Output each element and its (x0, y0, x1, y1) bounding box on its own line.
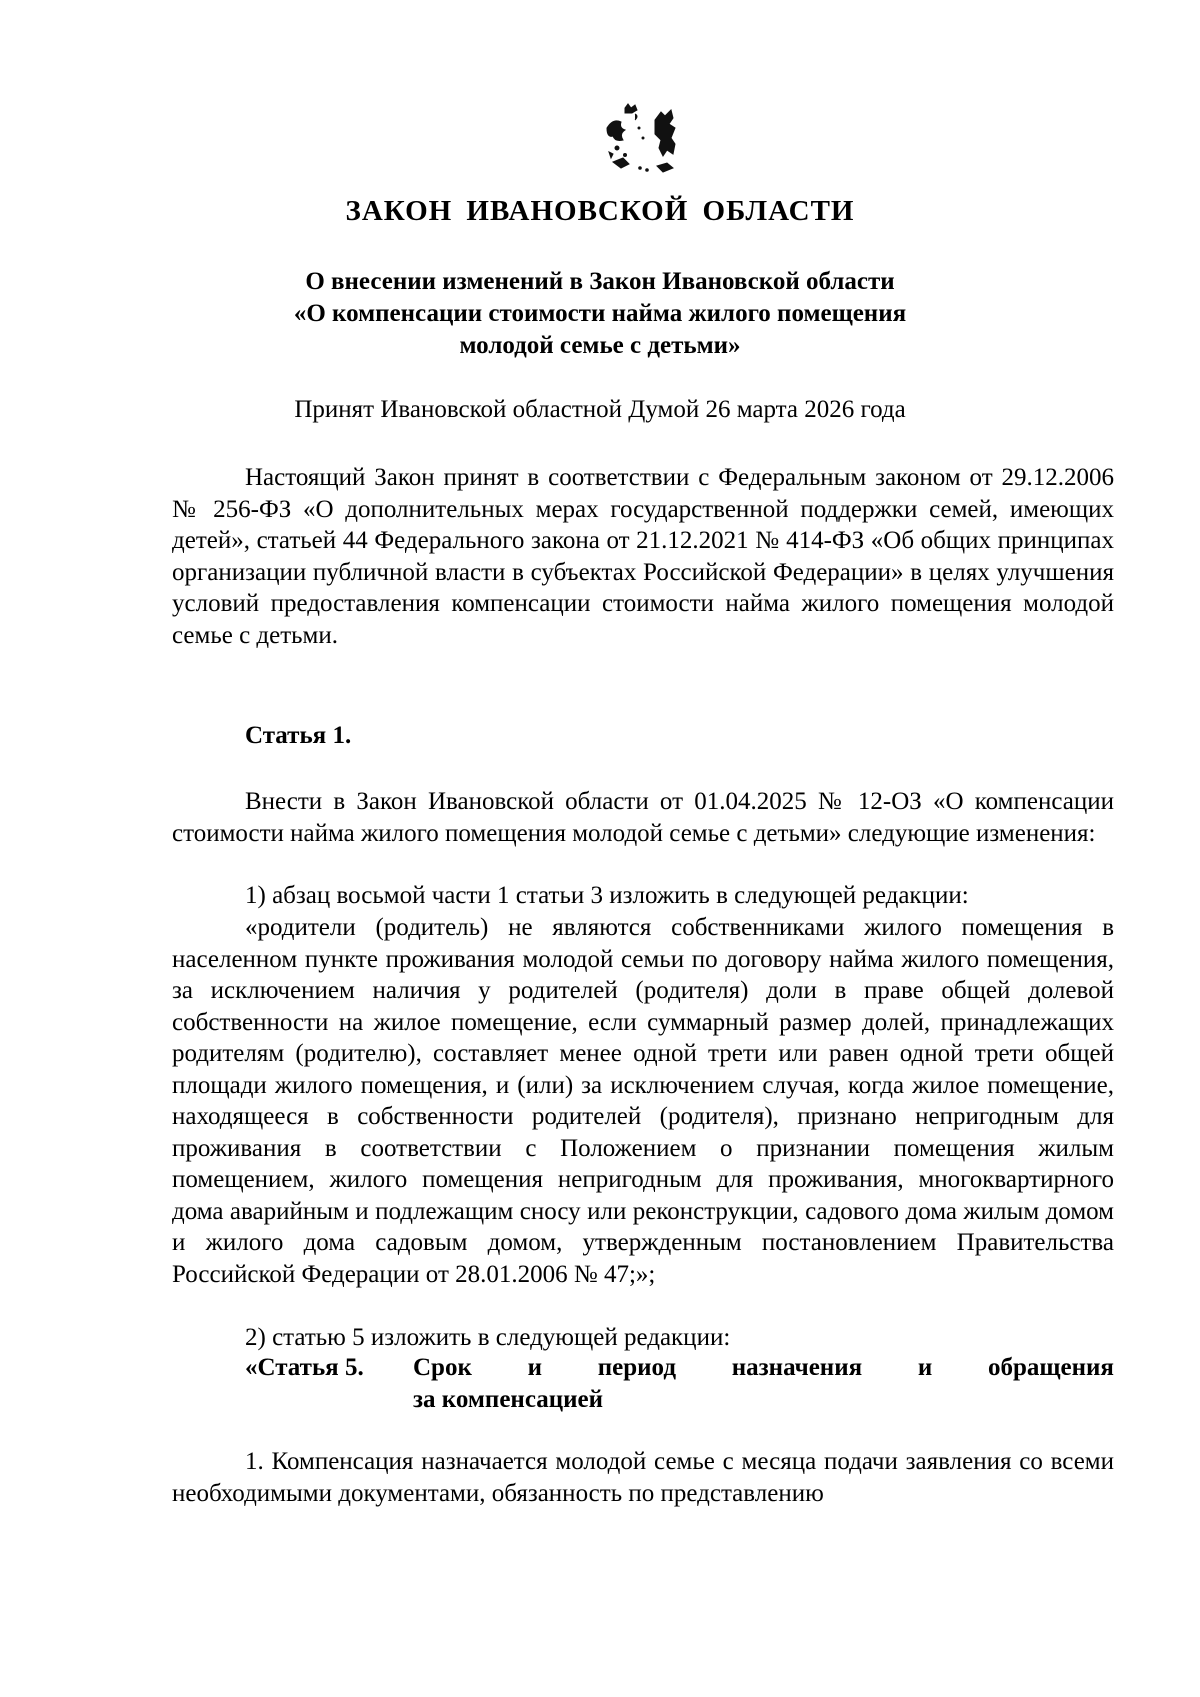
coat-of-arms-icon (595, 100, 695, 180)
article-1-item-2: 2) статью 5 изложить в следующей редакции: (245, 1324, 731, 1351)
subtitle-line: О внесении изменений в Закон Ивановской области (305, 268, 895, 295)
article-5-title-line-2: за компенсацией (413, 1385, 604, 1413)
article-5-heading (245, 1352, 1114, 1415)
title-word: и (527, 1354, 543, 1381)
title-word: и (917, 1354, 933, 1381)
article-5-title-line-1 (413, 1352, 1114, 1384)
article-5-number: «Статья 5. (245, 1354, 364, 1381)
subtitle-line: «О компенсации стоимости найма жилого помещения (293, 300, 907, 327)
law-subtitle (0, 266, 1200, 362)
title-word: Срок (413, 1354, 472, 1381)
article-1-item-1-quote: «родители (родитель) не являются собственниками жилого помещения в населенном пункте проживания молодой семьи по договору найма жилого помещения, за исключением наличия у родителей (родителя) доли в праве общей долевой собственности на жилое помещение, если суммарный размер долей, принадлежащих родителям (родителю), составляет менее одной трети или равен одной трети общей площади жилого помещения, и (или) за исключением случая, когда жилое помещение, находящееся в собственности родителей (родителя), признано непригодным для проживания в соответствии с Положением о признании помещения жилым помещением, жилого помещения непригодным для проживания, многоквартирного дома аварийным и подлежащим сносу или реконструкции, садового дома жилым домом и жилого дома садовым домом, утвержденным постановлением Правительства Российской Федерации от 28.01.2006 № 47;»; (172, 914, 1114, 1288)
article-5-point-1: 1. Компенсация назначается молодой семье с месяца подачи заявления со всеми необходимыми документами, обязанность по представлению (172, 1448, 1114, 1507)
law-title: ЗАКОН ИВАНОВСКОЙ ОБЛАСТИ (345, 195, 855, 227)
article-1-intro: Внести в Закон Ивановской области от 01.04.2025 № 12-ОЗ «О компенсации стоимости найма жилого помещения молодой семье с детьми» следующие изменения: (172, 788, 1114, 847)
article-5-title (413, 1352, 1114, 1415)
article-1-heading: Статья 1. (245, 722, 352, 749)
article-1-item-1: 1) абзац восьмой части 1 статьи 3 изложить в следующей редакции: (245, 882, 969, 909)
title-word: период (597, 1354, 676, 1381)
adoption-line: Принят Ивановской областной Думой 26 марта 2026 года (294, 396, 906, 423)
title-word: назначения (731, 1354, 863, 1381)
title-word: обращения (988, 1354, 1114, 1381)
preamble-paragraph: Настоящий Закон принят в соответствии с Федеральным законом от 29.12.2006 № 256-ФЗ «О дополнительных мерах государственной поддержки семей, имеющих детей», статьей 44 Федерального закона от 21.12.2021 № 414-ФЗ «Об общих принципах организации публичной власти в субъектах Российской Федерации» в целях улучшения условий предоставления компенсации стоимости найма жилого помещения молодой семье с детьми. (172, 464, 1114, 649)
subtitle-line: молодой семье с детьми» (459, 332, 741, 359)
